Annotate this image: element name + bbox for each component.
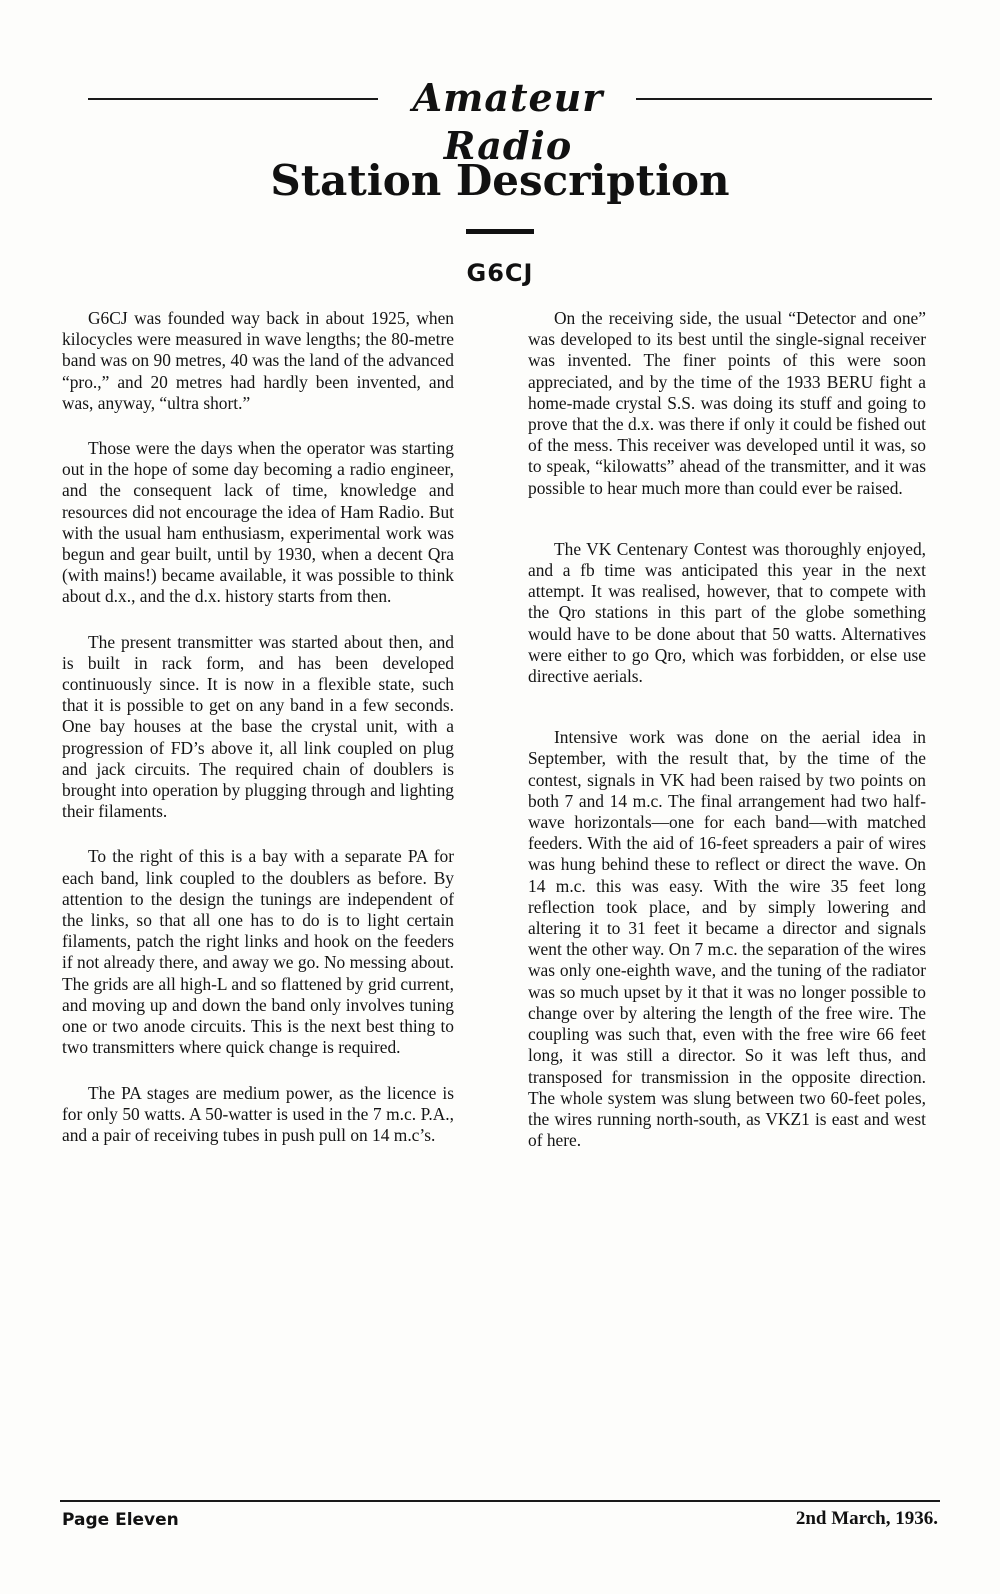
left-column bbox=[62, 308, 454, 1488]
footer-rule bbox=[60, 1500, 940, 1502]
page-number: Page Eleven bbox=[62, 1510, 179, 1530]
article-callsign: G6CJ bbox=[466, 259, 534, 287]
paragraph: Intensive work was done on the aerial idea in September, with the result that, by the time of the contest, signals in VK had been raised by two points on both 7 and 14 m.c. The final arrangement had two half-wave horizontals—one for each band—with matched feeders. With the aid of 16-feet spreaders a pair of wires was hung behind these to reflect or direct the wave. On 14 m.c. this was easy. With the wire 35 feet long reflection took place, and by simply lowering and altering it to 31 feet it became a director and signals went the other way. On 7 m.c. the separation of the wires was only one-eighth wave, and the tuning of the radiator was so much upset by it that it was no longer possible to change over by altering the length of the free wire. The coupling was such that, even with the free wire 66 feet long, it was still a director. So it was left thus, and transposed for transmission in the opposite direction. The whole system was slung between two 60-feet poles, the wires running north-south, as VKZ1 is east and west of here. bbox=[528, 727, 926, 1151]
title-divider bbox=[466, 229, 534, 234]
paragraph: The present transmitter was started about then, and is built in rack form, and has been developed continuously since. It is now in a flexible state, such that it is possible to get on any band in a few seconds. One bay houses at the base the crystal unit, with a progression of FD’s above it, all link coupled on plug and jack circuits. The required chain of doublers is brought into operation by plugging through and lighting their filaments. bbox=[62, 631, 454, 822]
issue-date: 2nd March, 1936. bbox=[795, 1508, 938, 1529]
paragraph: G6CJ was founded way back in about 1925, when kilocycles were measured in wave lengths; the 80-metre band was on 90 metres, 40 was the land of the advanced “pro.,” and 20 metres had hardly been invented, and was, anyway, “ultra short.” bbox=[62, 308, 454, 413]
masthead-rule-right bbox=[636, 98, 932, 100]
paragraph: To the right of this is a bay with a separate PA for each band, link coupled to the doublers as before. By attention to the design the tunings are independent of the links, so that all one has to do is to light certain filaments, patch the right links and hook on the feeders if not already there, and away we go. No messing about. The grids are all high-L and so flattened by grid current, and moving up and down the band only involves tuning one or two anode circuits. This is the next best thing to two transmitters where quick change is required. bbox=[62, 846, 454, 1058]
paragraph: On the receiving side, the usual “Detector and one” was developed to its best until the single-signal receiver was invented. The finer points of this were soon appreciated, and by the time of the 1933 BERU fight a home-made crystal S.S. was doing its stuff and going to prove that the d.x. was there if only it could be fished out of the mess. This receiver was developed until it was, so to speak, “kilowatts” ahead of the transmitter, and it was possible to hear much more than could ever be raised. bbox=[528, 308, 926, 498]
masthead-rule-left bbox=[88, 98, 378, 100]
right-column bbox=[528, 308, 926, 1488]
paragraph: The VK Centenary Contest was thoroughly enjoyed, and a fb time was anticipated this year in the next attempt. It was realised, however, that to compete with the Qro stations in this part of the globe something would have to be done about that 50 watts. Alternatives were either to go Qro, which was forbidden, or else use directive aerials. bbox=[528, 538, 926, 687]
paragraph: Those were the days when the operator was starting out in the hope of some day becoming a radio engineer, and the consequent lack of time, knowledge and resources did not encourage the idea of Ham Radio. But with the usual ham enthusiasm, experimental work was begun and gear built, until by 1930, when a decent Qra (with mains!) became available, it was possible to think about d.x., and the d.x. history starts from then. bbox=[62, 438, 454, 607]
paragraph: The PA stages are medium power, as the licence is for only 50 watts. A 50-watter is used in the 7 m.c. P.A., and a pair of receiving tubes in push pull on 14 m.c’s. bbox=[62, 1082, 454, 1145]
masthead-logo: Amateur Radio bbox=[412, 75, 604, 168]
masthead bbox=[88, 74, 932, 168]
article-title: Station Description bbox=[270, 156, 730, 205]
